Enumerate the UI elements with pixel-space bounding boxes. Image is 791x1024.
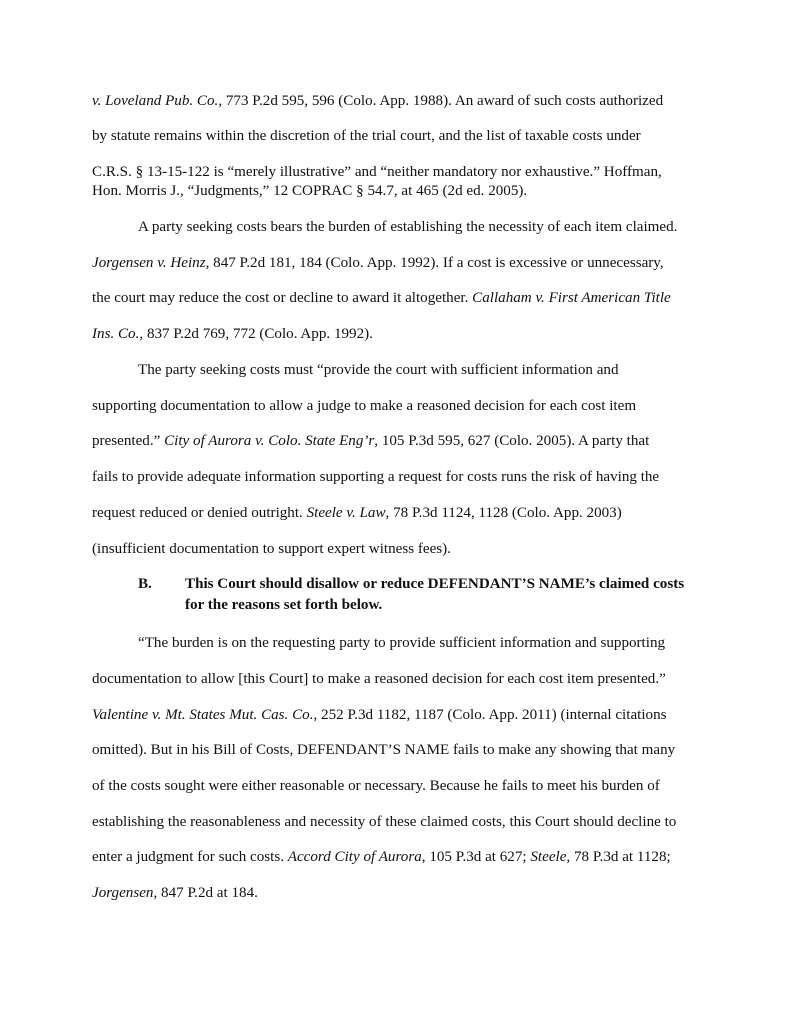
case-citation: Steele [530, 849, 567, 865]
case-citation: Jorgensen v. Heinz [92, 255, 206, 271]
case-citation: Valentine v. Mt. States Mut. Cas. Co. [92, 707, 314, 723]
paragraph-2-line-2: Jorgensen v. Heinz, 847 P.2d 181, 184 (Colo. App. 1992). If a cost is excessive or unnecessary, [92, 255, 664, 271]
paragraph-4-line-3: Valentine v. Mt. States Mut. Cas. Co., 252 P.3d 1182, 1187 (Colo. App. 2011) (internal citations [92, 707, 667, 723]
paragraph-3-line-6: (insufficient documentation to support expert witness fees). [92, 541, 451, 557]
case-citation: v. Loveland Pub. Co. [92, 93, 219, 109]
paragraph-4-line-5: of the costs sought were either reasonable or necessary. Because he fails to meet his burden of [92, 778, 660, 794]
paragraph-1-line-3: C.R.S. § 13-15-122 is “merely illustrative” and “neither mandatory nor exhaustive.” Hoffman, [92, 164, 662, 180]
paragraph-4-line-1: “The burden is on the requesting party to provide sufficient information and supporting [138, 635, 666, 651]
paragraph-4-line-2: documentation to allow [this Court] to make a reasoned decision for each cost item presented.” [92, 671, 666, 687]
case-citation: Jorgensen [92, 885, 154, 901]
paragraph-3-line-5: request reduced or denied outright. Steele v. Law, 78 P.3d 1124, 1128 (Colo. App. 2003) [92, 505, 622, 521]
paragraph-4-line-8: Jorgensen, 847 P.2d at 184. [92, 885, 258, 901]
paragraph-3-line-2: supporting documentation to allow a judge to make a reasoned decision for each cost item [92, 398, 637, 414]
paragraph-3-line-3: presented.” City of Aurora v. Colo. State Eng’r, 105 P.3d 595, 627 (Colo. 2005). A party that [92, 433, 650, 449]
case-citation: City of Aurora v. Colo. State Eng’r [164, 433, 375, 449]
case-citation: Accord City of Aurora [287, 849, 422, 865]
paragraph-2-line-4: Ins. Co., 837 P.2d 769, 772 (Colo. App. 1992). [92, 326, 373, 342]
case-citation: Ins. Co. [92, 326, 140, 342]
paragraph-3-line-4: fails to provide adequate information supporting a request for costs runs the risk of having the [92, 469, 660, 485]
section-heading-line-2: for the reasons set forth below. [185, 597, 383, 613]
case-citation: Steele v. Law [306, 505, 386, 521]
section-letter: B. [138, 576, 152, 592]
paragraph-2-line-1: A party seeking costs bears the burden of establishing the necessity of each item claimed. [138, 219, 678, 235]
paragraph-3-line-1: The party seeking costs must “provide the court with sufficient information and [138, 362, 619, 378]
section-heading-line-1: This Court should disallow or reduce DEFENDANT’S NAME’s claimed costs [185, 576, 685, 592]
case-citation: Callaham v. First American Title [472, 290, 671, 306]
paragraph-1-line-2: by statute remains within the discretion of the trial court, and the list of taxable costs under [92, 128, 641, 144]
paragraph-4-line-4: omitted). But in his Bill of Costs, DEFENDANT’S NAME fails to make any showing that many [92, 742, 676, 758]
paragraph-1-line-1: v. Loveland Pub. Co., 773 P.2d 595, 596 (Colo. App. 1988). An award of such costs authorized [92, 93, 664, 109]
paragraph-4-line-6: establishing the reasonableness and necessity of these claimed costs, this Court should decline to [92, 814, 677, 830]
paragraph-1-line-4: Hon. Morris J., “Judgments,” 12 COPRAC § 54.7, at 465 (2d ed. 2005). [92, 183, 528, 199]
paragraph-4-line-7: enter a judgment for such costs. Accord City of Aurora, 105 P.3d at 627; Steele, 78 P.3d at 1128; [92, 849, 671, 865]
paragraph-2-line-3: the court may reduce the cost or decline to award it altogether. Callaham v. First American Title [92, 290, 671, 306]
